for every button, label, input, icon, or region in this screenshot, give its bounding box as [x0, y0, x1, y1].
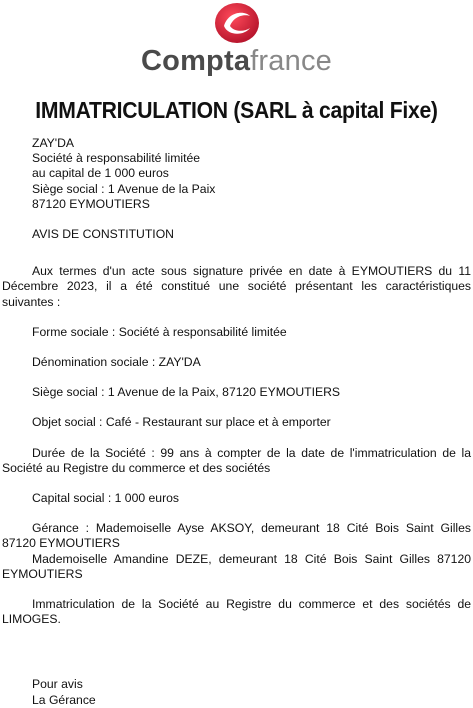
- company-form: Société à responsabilité limitée: [32, 151, 201, 166]
- brand-wordmark: [0, 44, 473, 78]
- field-gerance-1: Gérance : Mademoiselle Ayse AKSOY, demeurant 18 Cité Bois Saint Gilles 87120 EYMOUTIERS: [2, 521, 471, 551]
- closing-line-2: La Gérance: [32, 692, 96, 707]
- field-duree: Durée de la Société : 99 ans à compter de la date de l'immatriculation de la Société au Registre du commerce et des sociétés: [2, 445, 471, 475]
- notice-type: AVIS DE CONSTITUTION: [32, 227, 174, 242]
- brand-name-part2: france: [250, 45, 332, 77]
- page-title: IMMATRICULATION (SARL à capital Fixe): [35, 97, 438, 123]
- field-forme: Forme sociale : Société à responsabilité limitée: [32, 324, 287, 339]
- comptafrance-swirl-icon: [214, 2, 260, 44]
- logo: [0, 0, 473, 82]
- intro-paragraph: Aux termes d'un acte sous signature privée en date à EYMOUTIERS du 11 Décembre 2023, il a été constitué une société présentant les caractéristiques suivantes :: [2, 264, 471, 309]
- company-capital: au capital de 1 000 euros: [32, 166, 169, 181]
- company-address: Siège social : 1 Avenue de la Paix: [32, 181, 216, 196]
- company-city: 87120 EYMOUTIERS: [32, 196, 150, 211]
- field-immatriculation: Immatriculation de la Société au Registre du commerce et des sociétés de LIMOGES.: [2, 597, 471, 627]
- legal-notice: [2, 136, 471, 708]
- field-capital: Capital social : 1 000 euros: [32, 491, 180, 506]
- field-objet: Objet social : Café - Restaurant sur place et à emporter: [32, 415, 331, 430]
- field-gerance-2: Mademoiselle Amandine DEZE, demeurant 18 Cité Bois Saint Gilles 87120 EYMOUTIERS: [2, 551, 471, 581]
- field-denomination: Dénomination sociale : ZAY'DA: [32, 355, 201, 370]
- company-name: ZAY'DA: [32, 136, 75, 150]
- brand-name-part1: Compta: [141, 45, 251, 77]
- closing-line-1: Pour avis: [32, 677, 83, 692]
- field-siege: Siège social : 1 Avenue de la Paix, 87120 EYMOUTIERS: [32, 385, 341, 400]
